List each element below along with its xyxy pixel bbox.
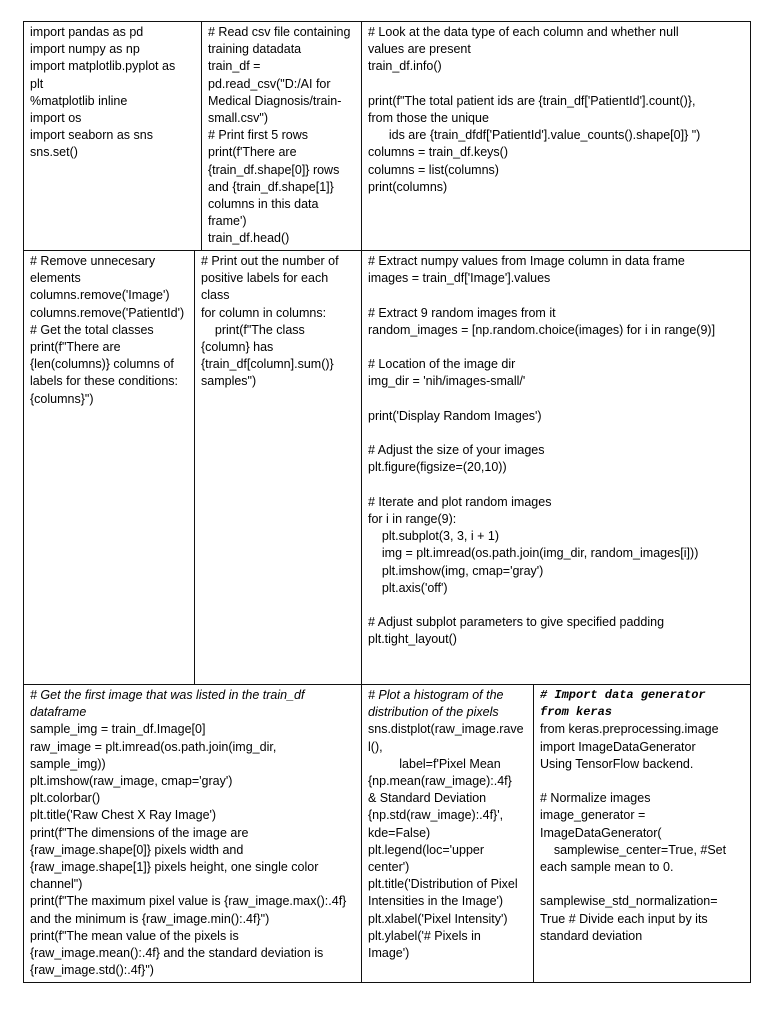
code-line: image_generator = <box>540 808 646 823</box>
code-line: each sample mean to 0. <box>540 860 674 875</box>
code-line: # Adjust the size of your images <box>368 443 545 458</box>
code-line: print(f"The mean value of the pixels is <box>30 928 239 943</box>
code-line: and the minimum is {raw_image.min():.4f}") <box>30 911 270 926</box>
code-comment: # Import data generator <box>540 688 706 702</box>
code-line: sns.distplot(raw_image.rave <box>368 722 524 737</box>
code-line: plt.subplot(3, 3, i + 1) <box>368 529 499 544</box>
code-line: {np.std(raw_image):.4f}', <box>368 808 504 823</box>
code-line: small.csv") <box>208 111 268 126</box>
code-line: plt.axis('off') <box>368 580 448 595</box>
cell-data-info <box>362 22 750 250</box>
code-line: train_df.info() <box>368 59 442 74</box>
cell-read-csv <box>202 22 361 250</box>
code-line <box>540 773 744 790</box>
code-line: {train_df.shape[0]} rows <box>208 162 340 177</box>
code-line: training datadata <box>208 42 302 57</box>
code-line: values are present <box>368 42 471 57</box>
code-line: center') <box>368 860 410 875</box>
code-line <box>368 391 744 408</box>
code-line: import seaborn as sns <box>30 128 153 143</box>
code-line: train_df.head() <box>208 231 290 246</box>
code-comment: distribution of the pixels <box>368 705 499 720</box>
code-line: {train_df[column].sum()} <box>201 357 334 372</box>
code-comment: # Get the first image that was listed in the train_df <box>30 688 305 702</box>
cell-data-generator <box>534 685 750 982</box>
code-line: label=f'Pixel Mean <box>368 756 501 771</box>
code-line: random_images = [np.random.choice(images) for i in range(9)] <box>368 322 716 337</box>
code-line: sample_img)) <box>30 756 106 771</box>
code-line: import os <box>30 111 82 126</box>
code-line: {column} has <box>201 340 274 355</box>
code-line <box>368 425 744 442</box>
code-line: {raw_image.std():.4f}") <box>30 963 154 978</box>
code-line: # Iterate and plot random images <box>368 494 552 509</box>
code-line: samplewise_center=True, #Set <box>540 842 727 857</box>
code-line: img_dir = 'nih/images-small/' <box>368 374 526 389</box>
cell-positive-labels <box>195 251 361 684</box>
code-line: plt.tight_layout() <box>368 632 457 647</box>
code-line: # Location of the image dir <box>368 357 516 372</box>
code-line: images = train_df['Image'].values <box>368 271 551 286</box>
code-line: {raw_image.shape[1]} pixels height, one single color <box>30 860 319 875</box>
code-line: frame') <box>208 214 247 229</box>
code-line: print(f"The class <box>201 322 305 337</box>
code-line: import matplotlib.pyplot as <box>30 59 176 74</box>
code-line: {raw_image.shape[0]} pixels width and <box>30 842 244 857</box>
code-line: # Adjust subplot parameters to give specified padding <box>368 615 665 630</box>
code-line: plt.xlabel('Pixel Intensity') <box>368 911 508 926</box>
code-line: from keras.preprocessing.image <box>540 722 719 737</box>
code-line: class <box>201 288 230 303</box>
code-line: columns.remove('Image') <box>30 288 170 303</box>
code-line: samplewise_std_normalization= <box>540 894 718 909</box>
code-line: channel") <box>30 877 83 892</box>
code-line: ImageDataGenerator( <box>540 825 662 840</box>
code-line: {raw_image.mean():.4f} and the standard deviation is <box>30 946 324 961</box>
code-line: plt.legend(loc='upper <box>368 842 485 857</box>
code-line: print(f"There are <box>30 340 121 355</box>
code-line: import numpy as np <box>30 42 140 57</box>
code-line: l(), <box>368 739 383 754</box>
code-line: sns.set() <box>30 145 78 160</box>
code-line: train_df = <box>208 59 261 74</box>
code-line: import ImageDataGenerator <box>540 739 696 754</box>
code-line: import pandas as pd <box>30 25 144 39</box>
code-line: {columns}") <box>30 391 94 406</box>
code-line: raw_image = plt.imread(os.path.join(img_dir, <box>30 739 277 754</box>
code-line: plt.imshow(raw_image, cmap='gray') <box>30 774 233 789</box>
code-line: img = plt.imread(os.path.join(img_dir, random_images[i])) <box>368 546 699 561</box>
code-line: positive labels for each <box>201 271 329 286</box>
cell-first-image <box>24 685 361 982</box>
code-line: plt.colorbar() <box>30 791 101 806</box>
code-line: print(f'There are <box>208 145 297 160</box>
code-line: plt <box>30 76 44 91</box>
code-line: %matplotlib inline <box>30 93 128 108</box>
code-line: print(columns) <box>368 179 448 194</box>
code-line: plt.title('Raw Chest X Ray Image') <box>30 808 217 823</box>
code-line <box>368 339 744 356</box>
cell-remove-columns <box>24 251 194 684</box>
code-line: pd.read_csv("D:/AI for <box>208 76 331 91</box>
code-line: from those the unique <box>368 111 489 126</box>
code-line: samples") <box>201 374 257 389</box>
code-line <box>540 876 744 893</box>
cell-histogram <box>362 685 533 982</box>
code-line: columns = list(columns) <box>368 162 499 177</box>
code-line: Medical Diagnosis/train- <box>208 93 342 108</box>
code-line: # Remove unnecesary <box>30 254 156 268</box>
code-line: # Print out the number of <box>201 254 339 268</box>
code-comment: from keras <box>540 705 613 720</box>
code-line: True # Divide each input by its <box>540 911 708 926</box>
code-line: and {train_df.shape[1]} <box>208 179 334 194</box>
code-line: standard deviation <box>540 928 643 943</box>
code-line: # Normalize images <box>540 791 651 806</box>
code-line: plt.figure(figsize=(20,10)) <box>368 460 507 475</box>
code-line: {len(columns)} columns of <box>30 357 174 372</box>
code-line: print(f"The dimensions of the image are <box>30 825 249 840</box>
code-line: # Get the total classes <box>30 322 154 337</box>
code-line: labels for these conditions: <box>30 374 179 389</box>
code-line: # Print first 5 rows <box>208 128 309 143</box>
code-line: print(f"The maximum pixel value is {raw_image.max():.4f} <box>30 894 347 909</box>
code-line: {np.mean(raw_image):.4f} <box>368 774 512 789</box>
code-line: # Look at the data type of each column and whether null <box>368 25 679 39</box>
code-line: # Read csv file containing <box>208 25 351 39</box>
code-line: ids are {train_dfdf['PatientId'].value_counts().shape[0]} ") <box>368 128 701 143</box>
code-line: print('Display Random Images') <box>368 408 542 423</box>
code-line <box>368 76 744 93</box>
cell-random-images <box>362 251 750 684</box>
code-line: print(f"The total patient ids are {train_df['PatientId'].count()}, <box>368 93 696 108</box>
code-line: plt.ylabel('# Pixels in <box>368 928 481 943</box>
code-comment: dataframe <box>30 705 87 720</box>
code-line: for column in columns: <box>201 305 327 320</box>
code-line <box>368 477 744 494</box>
code-line <box>368 597 744 614</box>
code-line: & Standard Deviation <box>368 791 487 806</box>
code-line: columns in this data <box>208 197 319 212</box>
code-line: columns.remove('PatientId') <box>30 305 185 320</box>
code-comment: # Plot a histogram of the <box>368 688 504 702</box>
code-line: # Extract 9 random images from it <box>368 305 556 320</box>
code-line: plt.imshow(img, cmap='gray') <box>368 563 544 578</box>
code-line: elements <box>30 271 81 286</box>
code-line: # Extract numpy values from Image column in data frame <box>368 254 685 268</box>
code-line: columns = train_df.keys() <box>368 145 508 160</box>
code-line <box>368 287 744 304</box>
code-line: kde=False) <box>368 825 431 840</box>
code-line: sample_img = train_df.Image[0] <box>30 722 206 737</box>
code-line: Intensities in the Image') <box>368 894 504 909</box>
cell-imports <box>24 22 201 250</box>
code-line: Image') <box>368 946 410 961</box>
code-line: Using TensorFlow backend. <box>540 756 694 771</box>
code-line: for i in range(9): <box>368 512 457 527</box>
code-line: plt.title('Distribution of Pixel <box>368 877 518 892</box>
